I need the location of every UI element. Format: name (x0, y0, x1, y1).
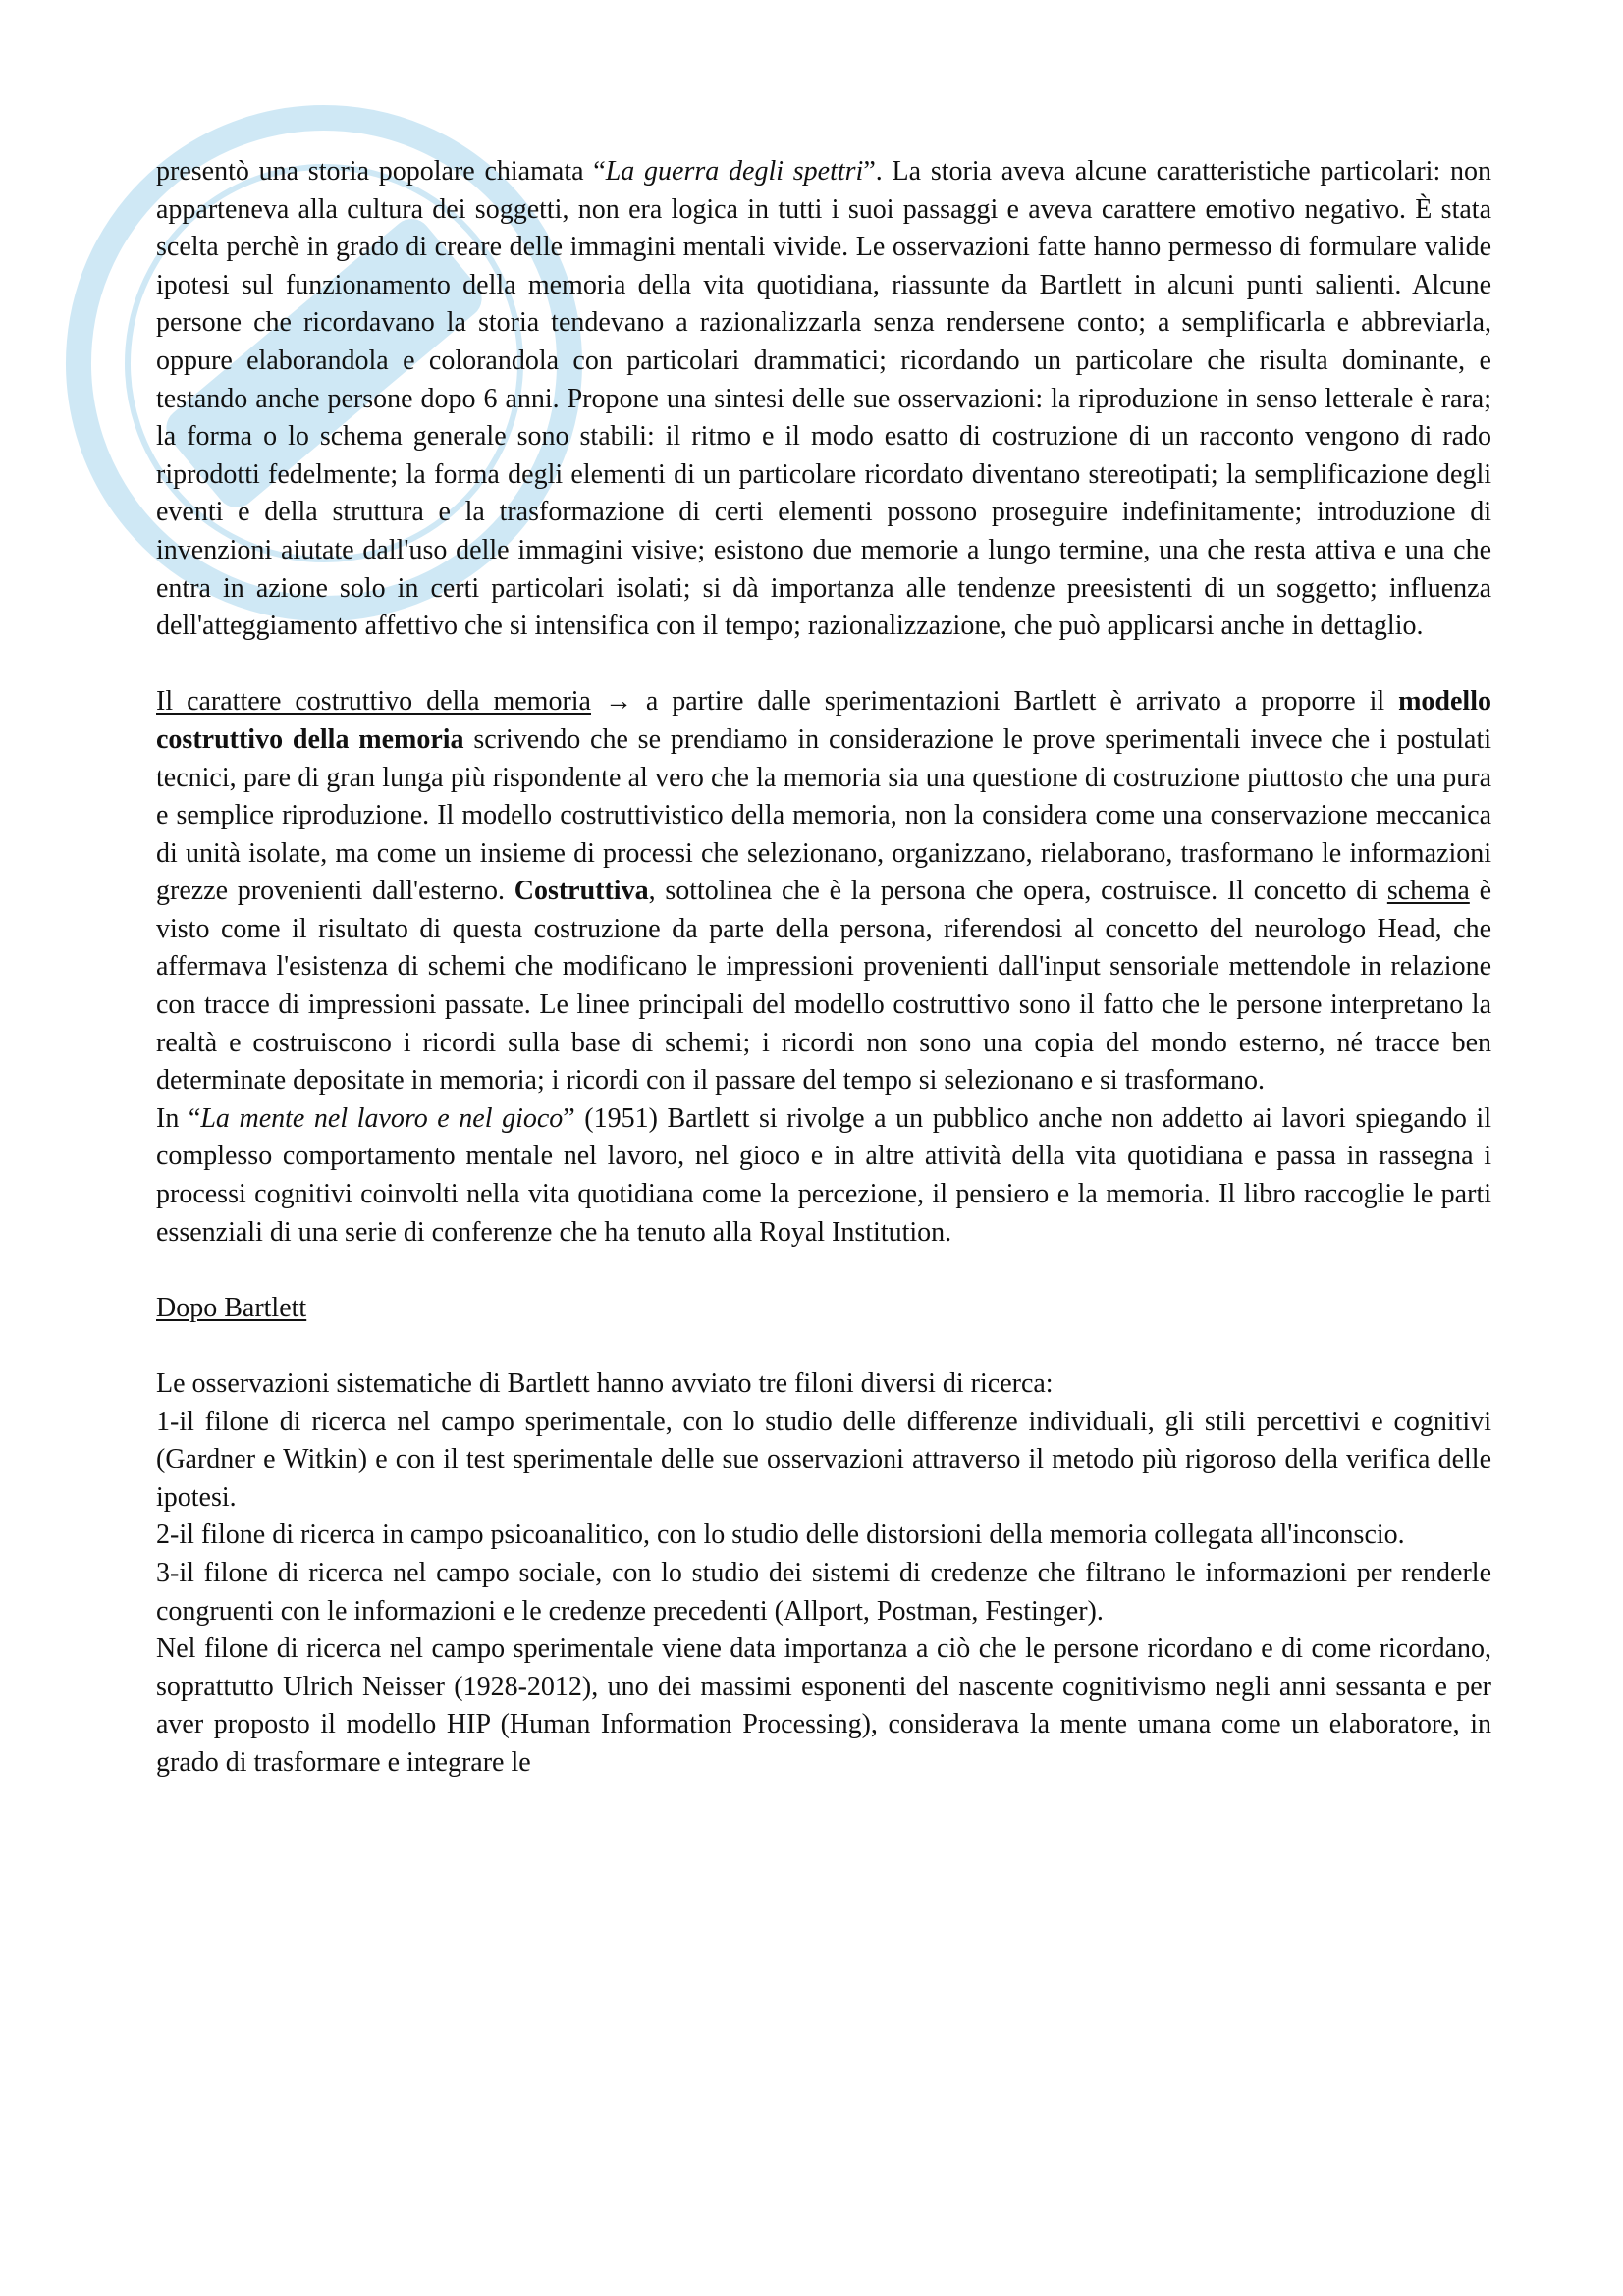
bold-term: modello costruttivo della memoria (156, 686, 1491, 755)
text-run: → a partire dalle sperimentazioni Bartlett è arrivato a proporre il (591, 686, 1399, 718)
paragraph-gap (156, 1252, 1491, 1290)
list-item: 2-il filone di ricerca in campo psicoanalitico, con lo studio delle distorsioni della memoria collegata all'inconscio. (156, 1520, 1405, 1551)
text-run: è visto come il risultato di questa costruzione da parte della persona, riferendosi al concetto del neurologo Head, che affermava l'esistenza di schemi che modificano le impressioni provenienti dall'input sensoriale mettendole in relazione con tracce di impressioni passate. Le linee principali del modello costruttivo sono il fatto che le persone interpretano la realtà e costruiscono i ricordi sulla base di schemi; i ricordi non sono una copia del mondo esterno, né tracce ben determinate depositate in memoria; i ricordi con il passare del tempo si selezionano e si trasformano. (156, 876, 1491, 1096)
paragraph-gap (156, 646, 1491, 684)
paragraph-intro-list: Le osservazioni sistematiche di Bartlett hanno avviato tre filoni diversi di ricerca: (156, 1368, 1054, 1399)
bold-term: Costruttiva (514, 876, 649, 907)
book-title-italic: La guerra degli spettri (605, 156, 864, 187)
text-run: scrivendo che se prendiamo in considerazione le prove sperimentali invece che i postulati tecnici, pare di gran lunga più rispondente al vero che la memoria sia una questione di costruzione piuttosto che una pura e semplice riproduzione. Il modello costruttivistico della memoria, non la considera come una conservazione meccanica di unità isolate, ma come un insieme di processi che selezionano, organizzano, rielaborano, trasformano le informazioni grezze provenienti dall'esterno. (156, 723, 1492, 907)
paragraph-gap (156, 1327, 1491, 1365)
section-title-underlined: Il carattere costruttivo della memoria (156, 686, 591, 718)
paragraph-constructive-memory (156, 683, 1491, 1100)
text-run: ”. La storia aveva alcune caratteristiche particolari: non apparteneva alla cultura dei soggetti, non era logica in tutti i suoi passaggi e aveva carattere emotivo negativo. È stata scelta perchè in grado di creare delle immagini mentali vivide. Le osservazioni fatte hanno permesso di formulare valide ipotesi sul funzionamento della memoria della vita quotidiana, riassunte da Bartlett in alcuni punti salienti. Alcune persone che ricordavano la storia tendevano a razionalizzarla senza rendersene conto; a semplificarla e abbreviarla, oppure elaborandola e colorandola con particolari drammatici; ricordando un particolare che risulta dominante, e testando anche persone dopo 6 anni. Propone una sintesi delle sue osservazioni: la riproduzione in senso letterale è rara; la forma o lo schema generale sono stabili: il ritmo e il modo esatto di costruzione di un racconto vengono di rado riprodotti fedelmente; la forma degli elementi di un particolare ricordato diventano stereotipati; la semplificazione degli eventi e della struttura e la trasformazione di certi elementi possono proseguire indefinitamente; introduzione di invenzioni aiutate dall'uso delle immagini visive; esistono due memorie a lungo termine, una che resta attiva e una che entra in azione solo in certi particolari isolati; si dà importanza alle tendenze preesistenti di un soggetto; influenza dell'atteggiamento affettivo che si intensifica con il tempo; razionalizzazione, che può applicarsi anche in dettaglio. (156, 156, 1491, 642)
text-run: , sottolinea che è la persona che opera, costruisce. Il concetto di (648, 876, 1387, 907)
text-run: ” (1951) Bartlett si rivolge a un pubblico anche non addetto ai lavori spiegando il complesso comportamento mentale nel lavoro, nel gioco e in altre attività della vita quotidiana e passa in rassegna i processi cognitivi coinvolti nella vita quotidiana come la percezione, il pensiero e la memoria. Il libro raccoglie le parti essenziali di una serie di conferenze che ha tenuto alla Royal Institution. (156, 1102, 1491, 1248)
paragraph-bartlett-story (156, 153, 1491, 646)
document-page (156, 153, 1491, 1783)
paragraph-neisser: Nel filone di ricerca nel campo sperimentale viene data importanza a ciò che le persone ricordano e di come ricordano, soprattutto Ulrich Neisser (1928-2012), uno dei massimi esponenti del nascente cognitivismo negli anni sessanta e per aver proposto il modello HIP (Human Information Processing), considerava la mente umana come un elaboratore, in grado di trasformare e integrare le (156, 1633, 1491, 1778)
paragraph-mind-work-play (156, 1100, 1491, 1252)
book-title-italic: La mente nel lavoro e nel gioco (200, 1102, 564, 1134)
list-item: 1-il filone di ricerca nel campo sperimentale, con lo studio delle differenze individuali, gli stili percettivi e cognitivi (Gardner e Witkin) e con il test sperimentale delle sue osservazioni attraverso il metodo più rigoroso della verifica delle ipotesi. (156, 1406, 1491, 1513)
underlined-term: schema (1386, 876, 1470, 907)
list-item: 3-il filone di ricerca nel campo sociale, con lo studio dei sistemi di credenze che filtrano le informazioni per renderle congruenti con le informazioni e le credenze precedenti (Allport, Postman, Festinger). (156, 1557, 1491, 1627)
text-run: In “ (156, 1102, 201, 1134)
text-run: presentò una storia popolare chiamata “ (156, 156, 606, 187)
heading-text: Dopo Bartlett (156, 1292, 307, 1323)
section-heading (156, 1290, 1491, 1328)
